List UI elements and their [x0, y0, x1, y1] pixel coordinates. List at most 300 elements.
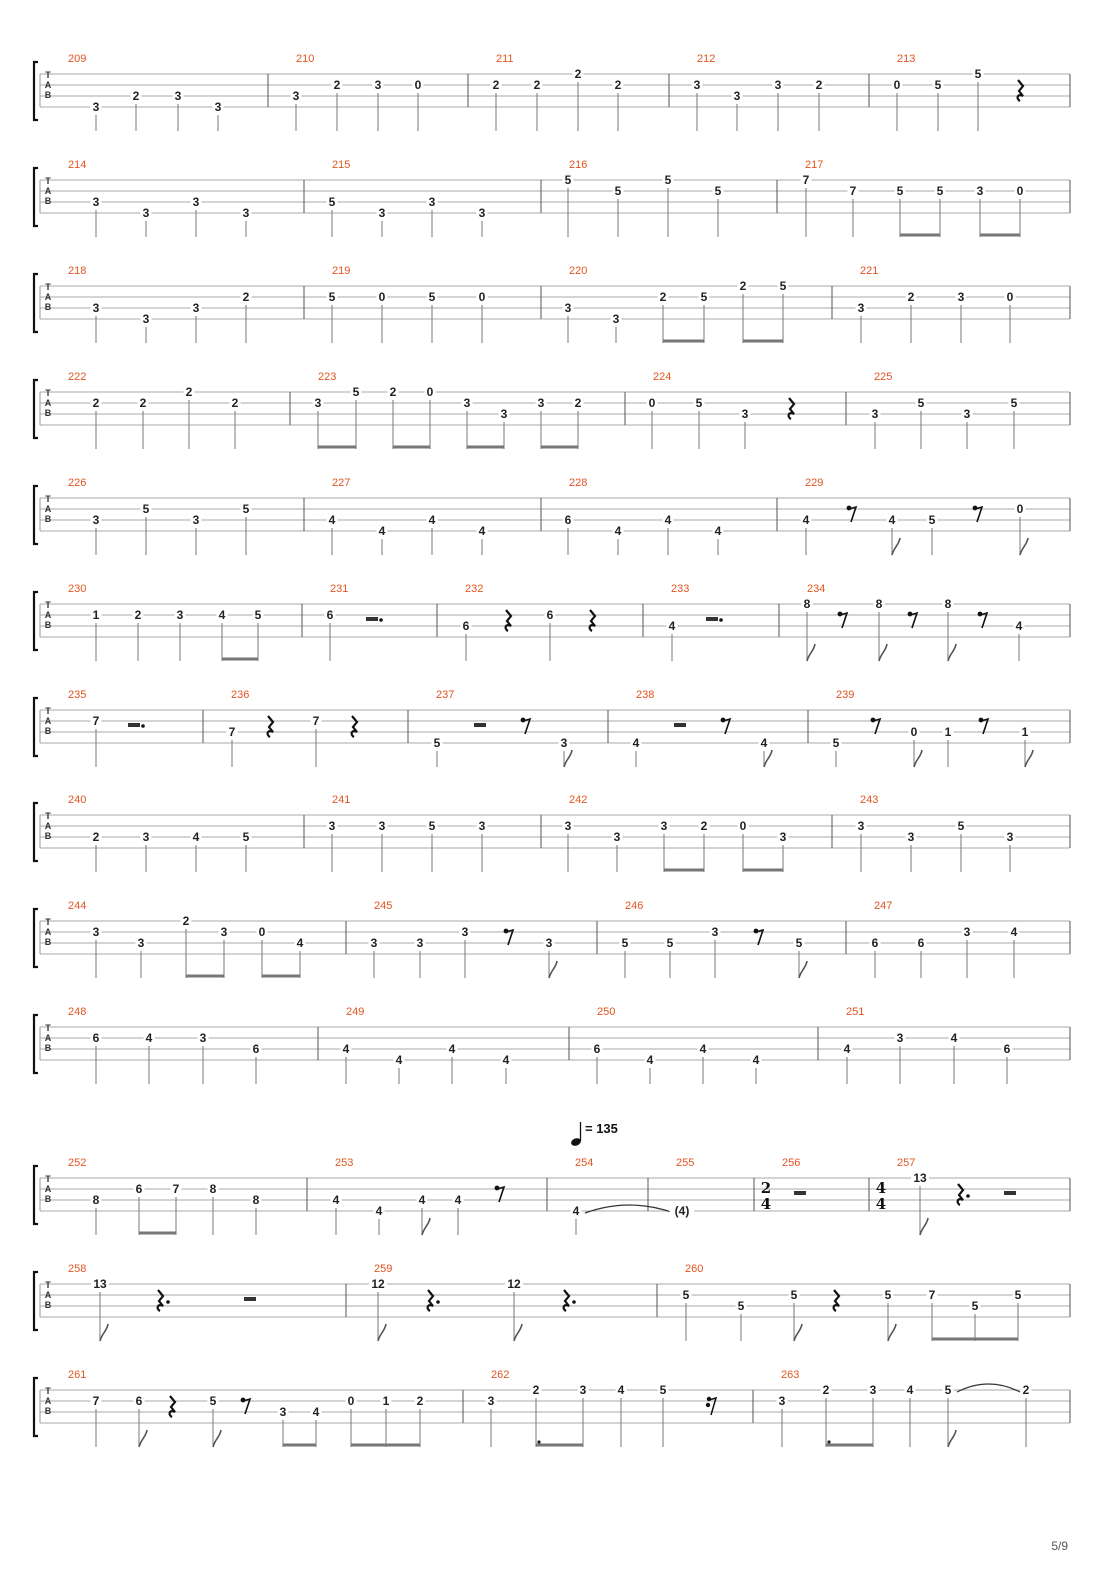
tab-clef-letter: A	[44, 1290, 52, 1300]
measure-number: 244	[68, 900, 87, 912]
measure-number: 210	[296, 53, 315, 65]
tab-clef-letter: T	[45, 1386, 51, 1396]
tab-clef-letter: B	[44, 1406, 52, 1416]
fret-number: 4	[192, 830, 200, 844]
fret-number: 3	[1006, 830, 1014, 844]
note-flag	[948, 1430, 956, 1447]
fret-number: 5	[934, 78, 942, 92]
fret-number: 8	[875, 597, 883, 611]
fret-number: 2	[532, 1383, 540, 1397]
measure-number: 263	[781, 1369, 800, 1381]
fret-number: 5	[659, 1383, 667, 1397]
fret-number: 5	[917, 396, 925, 410]
measure-number: 254	[575, 1157, 594, 1169]
tab-clef-letter: A	[44, 1184, 52, 1194]
fret-number: 2	[574, 396, 582, 410]
fret-number: 5	[428, 290, 436, 304]
measure-number: 253	[335, 1157, 354, 1169]
time-signature-top: 2	[760, 1179, 772, 1197]
fret-number: 5	[737, 1299, 745, 1313]
fret-number: 4	[646, 1053, 654, 1067]
fret-number: 0	[893, 78, 901, 92]
fret-number: 3	[328, 819, 336, 833]
fret-number: 2	[815, 78, 823, 92]
fret-number: 4	[632, 736, 640, 750]
fret-number: 3	[741, 407, 749, 421]
fret-number: 4	[950, 1031, 958, 1045]
note-flag	[100, 1324, 108, 1341]
fret-number: 4	[614, 524, 622, 538]
fret-number: 3	[976, 184, 984, 198]
rest-dotted-half	[706, 617, 718, 621]
system-bracket	[34, 1378, 38, 1436]
tab-clef-letter: A	[44, 1033, 52, 1043]
measure-number: 232	[465, 583, 484, 595]
fret-number: 5	[614, 184, 622, 198]
fret-number: 2	[389, 385, 397, 399]
fret-number: 3	[220, 925, 228, 939]
rest-dotted-quarter	[158, 1290, 163, 1311]
fret-number: 7	[172, 1182, 180, 1196]
note-flag	[799, 961, 807, 978]
measure-number: 216	[569, 159, 588, 171]
measure-number: 258	[68, 1263, 87, 1275]
fret-number: 4	[478, 524, 486, 538]
system-bracket	[34, 62, 38, 120]
fret-number: 2	[242, 290, 250, 304]
tab-clef-letter: T	[45, 282, 51, 292]
fret-number: 4	[843, 1042, 851, 1056]
measure-number: 228	[569, 477, 588, 489]
tab-clef-letter: B	[44, 831, 52, 841]
fret-number: 4	[668, 619, 676, 633]
fret-number: 7	[92, 1394, 100, 1408]
rest-quarter	[268, 716, 273, 737]
fret-number: 8	[944, 597, 952, 611]
tie-arc	[957, 1384, 1020, 1392]
measure-number: 224	[653, 371, 672, 383]
fret-number: 3	[92, 301, 100, 315]
fret-number: 5	[328, 195, 336, 209]
tab-clef-letter: A	[44, 186, 52, 196]
fret-number: 2	[1022, 1383, 1030, 1397]
fret-number: 3	[142, 312, 150, 326]
note-flag	[1020, 538, 1028, 555]
fret-number: 2	[700, 819, 708, 833]
fret-number: 3	[142, 206, 150, 220]
fret-number: 12	[507, 1277, 521, 1291]
tab-clef-letter: T	[45, 600, 51, 610]
fret-number: 5	[564, 173, 572, 187]
fret-number: 5	[254, 608, 262, 622]
fret-number: 0	[1016, 184, 1024, 198]
note-flag	[213, 1430, 221, 1447]
fret-number: 6	[564, 513, 572, 527]
fret-number: 2	[533, 78, 541, 92]
tab-clef-letter: A	[44, 292, 52, 302]
fret-number: 4	[328, 513, 336, 527]
fret-number: 3	[199, 1031, 207, 1045]
fret-number: 4	[1010, 925, 1018, 939]
tab-clef-letter: B	[44, 302, 52, 312]
tab-clef-letter: B	[44, 937, 52, 947]
tab-clef-letter: B	[44, 196, 52, 206]
fret-number: 3	[176, 608, 184, 622]
fret-number: 2	[132, 89, 140, 103]
rest-dotted-quarter-dot	[966, 1194, 970, 1198]
fret-number: 2	[492, 78, 500, 92]
fret-number: 4	[572, 1204, 580, 1218]
fret-number: 6	[252, 1042, 260, 1056]
measure-number: 246	[625, 900, 644, 912]
fret-number: 3	[500, 407, 508, 421]
rest-dotted-half-dot	[719, 618, 723, 622]
tie-arc	[585, 1205, 674, 1213]
fret-number: 3	[957, 290, 965, 304]
tab-clef-letter: B	[44, 408, 52, 418]
measure-number: 260	[685, 1263, 704, 1275]
tab-clef-letter: A	[44, 927, 52, 937]
fret-number: 3	[963, 925, 971, 939]
fret-number: 5	[328, 290, 336, 304]
note-flag	[914, 750, 922, 767]
measure-number: 262	[491, 1369, 510, 1381]
fret-number: 3	[192, 301, 200, 315]
fret-number: 8	[252, 1193, 260, 1207]
tab-clef-letter: A	[44, 398, 52, 408]
fret-number: 5	[433, 736, 441, 750]
fret-number: 4	[342, 1042, 350, 1056]
time-signature-bottom: 4	[760, 1195, 772, 1213]
rest-half	[674, 723, 686, 727]
fret-number: 5	[682, 1288, 690, 1302]
fret-number: 2	[185, 385, 193, 399]
fret-number: 0	[426, 385, 434, 399]
fret-number: 6	[871, 936, 879, 950]
fret-number: 3	[733, 89, 741, 103]
measure-number: 211	[496, 53, 514, 65]
fret-number: 4	[752, 1053, 760, 1067]
note-flag	[764, 750, 772, 767]
fret-number: 3	[92, 195, 100, 209]
note-flag	[879, 644, 887, 661]
note-flag	[378, 1324, 386, 1341]
fret-number: 4	[714, 524, 722, 538]
fret-number: 3	[857, 301, 865, 315]
measure-number: 245	[374, 900, 393, 912]
fret-number: 4	[378, 524, 386, 538]
fret-number: 3	[779, 830, 787, 844]
fret-number: 5	[352, 385, 360, 399]
rest-quarter	[170, 1396, 175, 1417]
fret-number: 3	[137, 936, 145, 950]
fret-number: 3	[564, 301, 572, 315]
fret-number: 3	[896, 1031, 904, 1045]
fret-number: 4	[395, 1053, 403, 1067]
system-bracket	[34, 909, 38, 967]
fret-number: 6	[135, 1394, 143, 1408]
fret-number: 1	[382, 1394, 390, 1408]
fret-number: 1	[1021, 725, 1029, 739]
fret-number: 5	[928, 513, 936, 527]
note-flag	[549, 961, 557, 978]
note-flag	[888, 1324, 896, 1341]
note-flag	[920, 1218, 928, 1235]
fret-number: 6	[1003, 1042, 1011, 1056]
measure-number: 250	[597, 1006, 616, 1018]
measure-number: 234	[807, 583, 826, 595]
fret-number: 7	[802, 173, 810, 187]
fret-number: 8	[92, 1193, 100, 1207]
rest-half	[244, 1297, 256, 1301]
measure-number: 221	[860, 265, 879, 277]
fret-number: 5	[1010, 396, 1018, 410]
fret-number: 3	[613, 830, 621, 844]
measure-number: 220	[569, 265, 588, 277]
rest-dotted-quarter	[428, 1290, 433, 1311]
fret-number: 2	[659, 290, 667, 304]
fret-number: 3	[192, 513, 200, 527]
note-flag	[1025, 750, 1033, 767]
time-signature-bottom: 4	[875, 1195, 887, 1213]
fret-number: 3	[857, 819, 865, 833]
fret-number: 0	[414, 78, 422, 92]
fret-number: 3	[711, 925, 719, 939]
fret-number: 3	[428, 195, 436, 209]
measure-number: 219	[332, 265, 351, 277]
measure-number: 252	[68, 1157, 87, 1169]
fret-number: 3	[778, 1394, 786, 1408]
duration-dot	[537, 1440, 540, 1443]
fret-number: 2	[182, 914, 190, 928]
fret-number: 3	[463, 396, 471, 410]
fret-number: 3	[461, 925, 469, 939]
fret-number: 3	[478, 819, 486, 833]
rest-half	[794, 1191, 806, 1195]
measure-number: 230	[68, 583, 87, 595]
fret-number: 3	[564, 819, 572, 833]
fret-number: 5	[142, 502, 150, 516]
fret-number: 4	[664, 513, 672, 527]
rest-sixteenth-dot2	[706, 1403, 710, 1407]
rest-dotted-half	[128, 723, 140, 727]
rest-dotted-quarter	[958, 1184, 963, 1205]
system-bracket	[34, 1272, 38, 1330]
measure-number: 213	[897, 53, 916, 65]
fret-number: 7	[312, 714, 320, 728]
tab-clef-letter: T	[45, 70, 51, 80]
rest-quarter	[590, 610, 595, 631]
fret-number: 3	[174, 89, 182, 103]
fret-number: 2	[139, 396, 147, 410]
rest-quarter	[834, 1290, 839, 1311]
fret-number: 13	[93, 1277, 107, 1291]
fret-number: 3	[92, 925, 100, 939]
rest-dotted-quarter-dot	[436, 1300, 440, 1304]
note-flag	[139, 1430, 147, 1447]
tab-clef-letter: T	[45, 176, 51, 186]
fret-number: 5	[795, 936, 803, 950]
fret-number: 3	[560, 736, 568, 750]
fret-number: 4	[418, 1193, 426, 1207]
measure-number: 212	[697, 53, 716, 65]
fret-number: 6	[326, 608, 334, 622]
measure-number: 235	[68, 689, 87, 701]
system-bracket	[34, 168, 38, 226]
fret-number: 0	[1006, 290, 1014, 304]
fret-number: 5	[242, 830, 250, 844]
measure-number: 243	[860, 794, 879, 806]
fret-number: 3	[214, 100, 222, 114]
fret-number: 5	[621, 936, 629, 950]
note-flag	[892, 538, 900, 555]
system-bracket	[34, 803, 38, 861]
fret-number: 5	[971, 1299, 979, 1313]
fret-number: 0	[1016, 502, 1024, 516]
rest-dotted-half-dot	[141, 724, 145, 728]
measure-number: 257	[897, 1157, 916, 1169]
fret-number: 5	[944, 1383, 952, 1397]
note-flag	[948, 644, 956, 661]
fret-number: 3	[142, 830, 150, 844]
fret-number: 5	[974, 67, 982, 81]
fret-number: 4	[218, 608, 226, 622]
fret-number: 6	[462, 619, 470, 633]
fret-number: 5	[779, 279, 787, 293]
fret-number: 5	[936, 184, 944, 198]
measure-number: 242	[569, 794, 588, 806]
measure-number: 225	[874, 371, 893, 383]
fret-number: 4	[906, 1383, 914, 1397]
measure-number: 223	[318, 371, 337, 383]
fret-number: 3	[871, 407, 879, 421]
fret-number: 5	[666, 936, 674, 950]
measure-number: 237	[436, 689, 455, 701]
fret-number: 0	[478, 290, 486, 304]
tab-clef-letter: B	[44, 1043, 52, 1053]
tab-clef-letter: B	[44, 90, 52, 100]
fret-number: 7	[92, 714, 100, 728]
fret-number: 13	[913, 1171, 927, 1185]
duration-dot	[827, 1440, 830, 1443]
fret-number: 0	[648, 396, 656, 410]
tab-clef-letter: T	[45, 494, 51, 504]
measure-number: 239	[836, 689, 855, 701]
fret-number: 5	[714, 184, 722, 198]
measure-number: 251	[846, 1006, 865, 1018]
fret-number: 4	[502, 1053, 510, 1067]
tab-clef-letter: A	[44, 610, 52, 620]
rest-quarter	[352, 716, 357, 737]
note-flag	[514, 1324, 522, 1341]
fret-number: 3	[92, 513, 100, 527]
fret-number: 2	[333, 78, 341, 92]
fret-number: 2	[416, 1394, 424, 1408]
note-flag	[422, 1218, 430, 1235]
fret-number: 3	[370, 936, 378, 950]
measure-number: 217	[805, 159, 824, 171]
measure-number: 247	[874, 900, 893, 912]
tab-clef-letter: A	[44, 1396, 52, 1406]
tempo-marking: = 135	[585, 1121, 618, 1136]
fret-number: 2	[92, 396, 100, 410]
fret-number: 5	[664, 173, 672, 187]
fret-number: 2	[822, 1383, 830, 1397]
rest-dotted-quarter-dot	[166, 1300, 170, 1304]
fret-number: 5	[884, 1288, 892, 1302]
measure-number: 229	[805, 477, 824, 489]
tab-clef-letter: B	[44, 1300, 52, 1310]
measure-number: 227	[332, 477, 351, 489]
measure-number: 215	[332, 159, 351, 171]
note-flag	[807, 644, 815, 661]
fret-number: 6	[917, 936, 925, 950]
fret-number: 5	[700, 290, 708, 304]
tab-clef-letter: B	[44, 620, 52, 630]
fret-number: 6	[135, 1182, 143, 1196]
fret-number: 3	[279, 1405, 287, 1419]
fret-number: 8	[209, 1182, 217, 1196]
rest-dotted-half	[366, 617, 378, 621]
system-bracket	[34, 592, 38, 650]
fret-number: 4	[332, 1193, 340, 1207]
system-bracket	[34, 1015, 38, 1073]
rest-dotted-half-dot	[379, 618, 383, 622]
fret-number: 3	[314, 396, 322, 410]
system-bracket	[34, 698, 38, 756]
fret-number: 3	[693, 78, 701, 92]
rest-dotted-quarter-dot	[572, 1300, 576, 1304]
measure-number: 226	[68, 477, 87, 489]
fret-number: 12	[371, 1277, 385, 1291]
fret-number: 5	[790, 1288, 798, 1302]
fret-number: 3	[907, 830, 915, 844]
fret-number: 5	[832, 736, 840, 750]
fret-number: 3	[92, 100, 100, 114]
fret-number: 4	[699, 1042, 707, 1056]
fret-number: 3	[192, 195, 200, 209]
fret-number: 6	[92, 1031, 100, 1045]
measure-number: 240	[68, 794, 87, 806]
fret-number: 6	[546, 608, 554, 622]
fret-number: 4	[1015, 619, 1023, 633]
measure-number: 214	[68, 159, 87, 171]
fret-number: 6	[593, 1042, 601, 1056]
system-bracket	[34, 274, 38, 332]
fret-number: 4	[888, 513, 896, 527]
measure-number: 236	[231, 689, 250, 701]
fret-number: 0	[739, 819, 747, 833]
fret-number: 4	[448, 1042, 456, 1056]
fret-number: 4	[802, 513, 810, 527]
fret-number: 3	[478, 206, 486, 220]
page-number: 5/9	[1051, 1539, 1068, 1553]
fret-number: 1	[92, 608, 100, 622]
note-flag	[564, 750, 572, 767]
measure-number: 259	[374, 1263, 393, 1275]
rest-dotted-quarter	[564, 1290, 569, 1311]
fret-number: 1	[944, 725, 952, 739]
fret-number: 8	[803, 597, 811, 611]
fret-number: 5	[428, 819, 436, 833]
fret-number: 5	[896, 184, 904, 198]
fret-number: 2	[574, 67, 582, 81]
rest-quarter	[789, 398, 794, 419]
fret-number: 3	[963, 407, 971, 421]
fret-number: 3	[378, 206, 386, 220]
fret-number: 5	[209, 1394, 217, 1408]
fret-number: 2	[134, 608, 142, 622]
